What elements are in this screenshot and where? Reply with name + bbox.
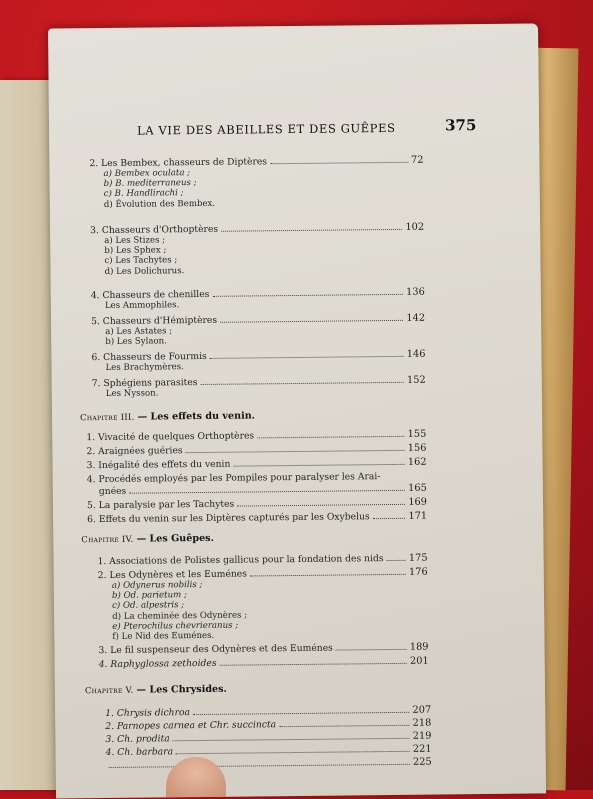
toc-subentry: b) Les Sylaon. bbox=[105, 336, 167, 348]
toc-page-number: 219 bbox=[412, 730, 432, 742]
toc-subentry: d) Les Dolichurus. bbox=[104, 265, 185, 277]
toc-page-number: 221 bbox=[412, 743, 432, 755]
dot-leader bbox=[237, 503, 405, 507]
toc-page-number: 142 bbox=[406, 312, 426, 324]
toc-list bbox=[86, 429, 427, 526]
toc-entry bbox=[91, 313, 425, 348]
toc-subentry: b) Les Sphex ; bbox=[104, 245, 167, 257]
chapter-heading bbox=[80, 410, 255, 423]
dot-leader bbox=[129, 489, 405, 494]
toc-page-number: 201 bbox=[409, 655, 429, 668]
toc-subentry: c) B. Handlirachi ; bbox=[103, 188, 184, 200]
toc-subentry: c) Les Tachytes ; bbox=[104, 255, 178, 267]
dot-leader bbox=[220, 662, 407, 666]
toc-page-number: 176 bbox=[408, 566, 428, 578]
toc-entry-label: 4. Procédés employés par les Pompiles pour paralyser les Arai- bbox=[86, 471, 381, 486]
dot-leader bbox=[270, 161, 408, 164]
toc-entry bbox=[91, 287, 425, 312]
chapter-prefix: Chapitre III. bbox=[80, 411, 135, 423]
toc-entry-label: 1. Associations de Polistes gallicus pour la fondation des nids bbox=[97, 553, 384, 568]
toc-entry-label: 2. Les Odynères et les Euménes bbox=[97, 568, 247, 582]
toc-page-number: 169 bbox=[408, 496, 428, 508]
toc-page-number: 156 bbox=[407, 442, 427, 454]
dot-leader bbox=[279, 724, 409, 727]
toc-subentry: d) Évolution des Bembex. bbox=[103, 198, 216, 210]
toc-list bbox=[105, 705, 432, 771]
dot-leader bbox=[200, 381, 404, 385]
toc-entry-label: 3. Chasseurs d'Orthoptères bbox=[90, 223, 219, 237]
toc-subentry: b) Od. parietum ; bbox=[111, 590, 187, 602]
toc-page-number: 165 bbox=[408, 482, 427, 494]
running-header: LA VIE DES ABEILLES ET DES GUÊPES bbox=[137, 120, 396, 138]
toc-subentry: a) Les Astates ; bbox=[105, 326, 173, 337]
chapter-heading bbox=[85, 684, 227, 696]
toc-page-number: 72 bbox=[410, 154, 424, 166]
toc-entry-label: 2. Les Bembex, chasseurs de Diptères bbox=[89, 156, 268, 170]
dot-leader bbox=[220, 319, 403, 323]
toc-subentry: Les Ammophiles. bbox=[104, 300, 180, 311]
toc-page-number: 136 bbox=[406, 286, 425, 298]
dot-leader bbox=[373, 517, 406, 519]
toc-list bbox=[98, 553, 429, 671]
dot-leader bbox=[109, 763, 410, 768]
toc-entry bbox=[91, 349, 425, 374]
toc-page-number: 171 bbox=[408, 510, 428, 522]
dot-leader bbox=[212, 293, 403, 297]
dot-leader bbox=[233, 463, 405, 467]
toc-entry-label: 5. La paralysie par les Tachytes bbox=[86, 498, 235, 512]
chapter-title: — Les Guêpes. bbox=[136, 532, 214, 545]
chapter-title: — Les Chrysides. bbox=[136, 683, 227, 696]
toc-entry-label: 5. Chasseurs d'Hémiptères bbox=[91, 314, 218, 328]
toc-subentry: Les Brachymères. bbox=[105, 362, 184, 373]
toc-subentry: e) Pterochilus chevrieranus ; bbox=[112, 620, 239, 632]
toc-entry bbox=[89, 155, 424, 210]
dot-leader bbox=[336, 648, 407, 651]
toc-entry-label: 4. Ch. barbara bbox=[105, 746, 174, 759]
toc-subentry: a) Les Stizes ; bbox=[104, 235, 166, 246]
toc-entry-label: 4. Chasseurs de chenilles bbox=[90, 288, 210, 302]
toc-page-number: 152 bbox=[406, 374, 426, 386]
chapter-prefix: Chapitre V. bbox=[84, 684, 134, 696]
toc-page-number: 189 bbox=[409, 641, 429, 654]
toc-entry-label: gnées bbox=[98, 485, 127, 498]
dot-leader bbox=[387, 559, 406, 561]
toc-entry-label: 2. Araignées guéries bbox=[86, 445, 183, 458]
toc-subentry: d) La cheminée des Odynères ; bbox=[112, 610, 248, 622]
chapter-heading bbox=[81, 533, 214, 545]
toc-page-number: 102 bbox=[405, 221, 425, 233]
dot-leader bbox=[193, 711, 410, 715]
chapter-title: — Les effets du venin. bbox=[137, 410, 256, 423]
toc-subentry: b) B. mediterraneus ; bbox=[103, 178, 197, 190]
dot-leader bbox=[250, 573, 406, 577]
toc-subentry: a) Bembex oculata ; bbox=[103, 168, 191, 179]
toc-entry bbox=[90, 222, 425, 277]
toc-page-number: 218 bbox=[412, 717, 432, 729]
toc-page-number: 225 bbox=[412, 756, 432, 768]
toc-entry-label: 3. Inégalité des effets du venin bbox=[86, 458, 231, 472]
toc-page-number: 175 bbox=[408, 552, 428, 564]
toc-entry-label: 2. Parnopes carnea et Chr. succincta bbox=[105, 719, 277, 733]
dot-leader bbox=[221, 228, 402, 232]
toc-subentry: Les Nysson. bbox=[105, 388, 159, 399]
toc-entry-label: 3. Ch. prodita bbox=[105, 733, 170, 746]
dot-leader bbox=[257, 435, 404, 439]
dot-leader bbox=[186, 449, 405, 453]
toc-entry-label: 6. Chasseurs de Fourmis bbox=[91, 350, 207, 364]
dot-leader bbox=[176, 750, 410, 754]
toc-entry-label: 7. Sphégiens parasites bbox=[91, 377, 198, 390]
toc-page-number: 146 bbox=[406, 348, 426, 360]
toc-page-number: 155 bbox=[407, 428, 427, 440]
toc-subentry: c) Od. alpestris ; bbox=[112, 600, 185, 612]
toc-subentry: a) Odynerus nobilis ; bbox=[111, 579, 203, 591]
book-page bbox=[48, 23, 546, 798]
toc-entry bbox=[92, 375, 426, 400]
toc-entry-label: 1. Vivacité de quelques Orthoptères bbox=[86, 430, 255, 444]
toc-entry-label: 1. Chrysis dichroa bbox=[105, 707, 191, 720]
toc-page-number: 207 bbox=[412, 704, 432, 716]
dot-leader bbox=[210, 355, 404, 359]
page-number: 375 bbox=[444, 116, 477, 135]
dot-leader bbox=[173, 737, 410, 741]
chapter-prefix: Chapitre IV. bbox=[81, 533, 134, 545]
toc-entry-label: 4. Raphyglossa zethoides bbox=[98, 658, 217, 671]
toc-page-number: 162 bbox=[407, 456, 427, 468]
toc-entry-label: 3. Le fil suspenseur des Odynères et des Euménes bbox=[98, 642, 333, 657]
toc-entry-label: 6. Effets du venin sur les Diptères capturés par les Oxybelus bbox=[87, 511, 370, 526]
toc-subentry: f) Le Nid des Euménes. bbox=[112, 630, 215, 642]
